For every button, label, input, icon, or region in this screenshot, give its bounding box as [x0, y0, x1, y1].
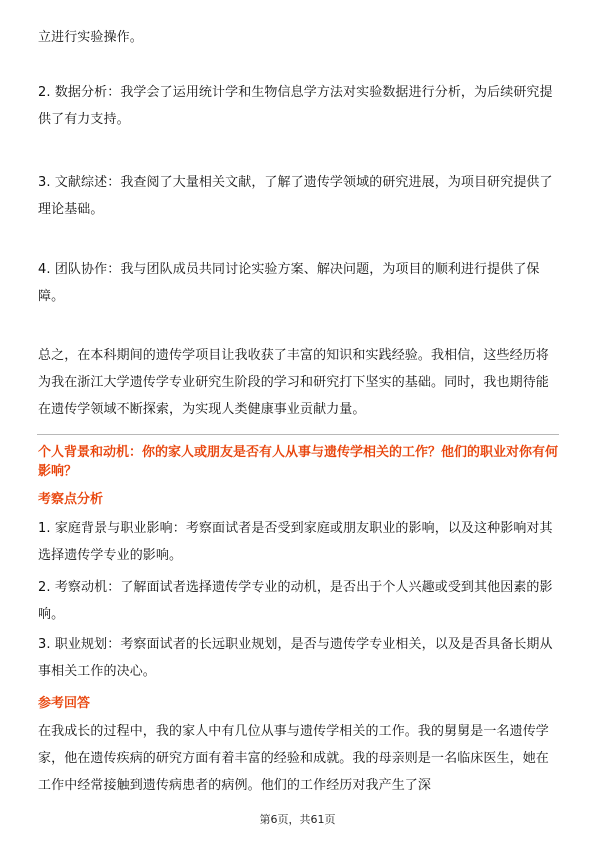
- item-data-analysis: 2. 数据分析：我学会了运用统计学和生物信息学方法对实验数据进行分析，为后续研究提供了有力支持。: [38, 85, 553, 127]
- analysis-point-family: 1. 家庭背景与职业影响：考察面试者是否受到家庭或朋友职业的影响，以及这种影响对其选择遗传学专业的影响。: [38, 521, 553, 563]
- item-team-collaboration: 4. 团队协作：我与团队成员共同讨论实验方案、解决问题，为项目的顺利进行提供了保障。: [38, 262, 540, 304]
- section-divider: [37, 434, 559, 435]
- page-footer: 第6页，共61页: [259, 813, 336, 826]
- answer-paragraph: 在我成长的过程中，我的家人中有几位从事与遗传学相关的工作。我的舅舅是一名遗传学家，他在遗传疾病的研究方面有着丰富的经验和成就。我的母亲则是一名临床医生，她在工作中经常接触到遗传病患者的病例。他们的工作经历对我产生了深: [38, 724, 549, 793]
- interview-question: 个人背景和动机：你的家人或朋友是否有人从事与遗传学相关的工作？他们的职业对你有何影响？: [38, 445, 559, 479]
- item-literature-review: 3. 文献综述：我查阅了大量相关文献，了解了遗传学领域的研究进展，为项目研究提供了理论基础。: [38, 175, 553, 217]
- analysis-point-career: 3. 职业规划：考察面试者的长远职业规划，是否与遗传学专业相关，以及是否具备长期从事相关工作的决心。: [38, 637, 553, 679]
- analysis-heading: 考察点分析: [38, 492, 104, 507]
- analysis-point-motivation: 2. 考察动机：了解面试者选择遗传学专业的动机，是否出于个人兴趣或受到其他因素的影响。: [38, 580, 553, 622]
- intro-tail-paragraph: 立进行实验操作。: [38, 30, 143, 45]
- answer-heading: 参考回答: [38, 696, 91, 711]
- conclusion-paragraph: 总之，在本科期间的遗传学项目让我收获了丰富的知识和实践经验。我相信，这些经历将为我在浙江大学遗传学专业研究生阶段的学习和研究打下坚实的基础。同时，我也期待能在遗传学领域不断探索，为实现人类健康事业贡献力量。: [38, 348, 549, 417]
